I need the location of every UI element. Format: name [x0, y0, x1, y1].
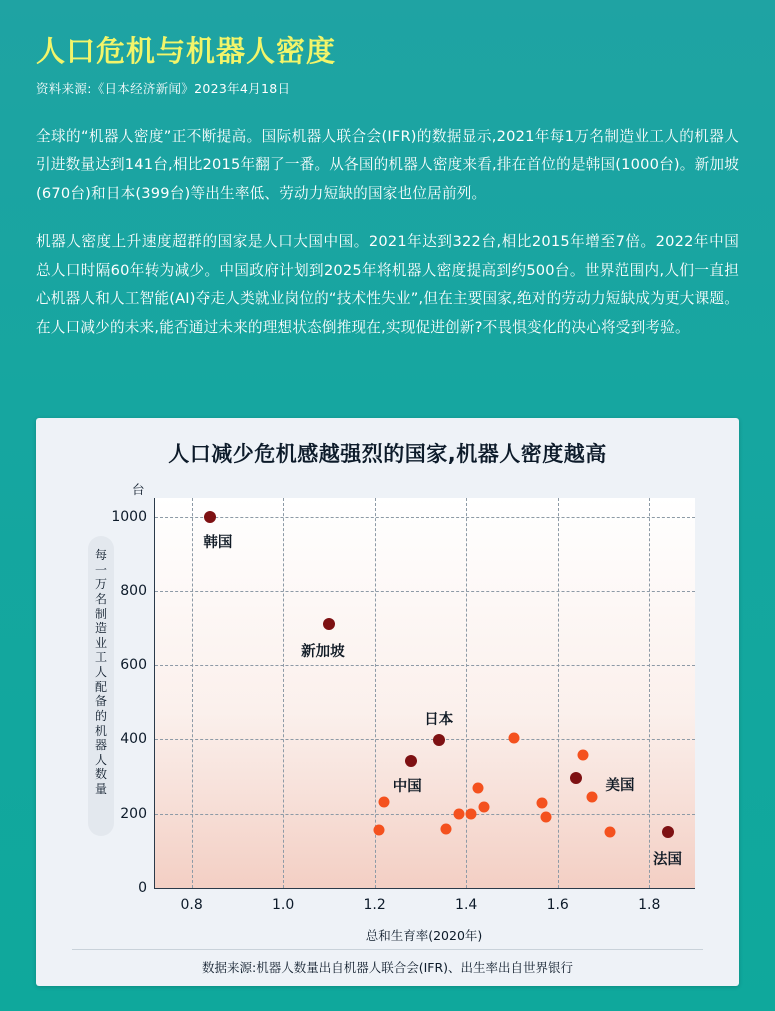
- data-point: [605, 827, 616, 838]
- y-axis-tick: 800: [120, 582, 147, 599]
- gridline-horizontal: [155, 591, 695, 592]
- data-point-label: 新加坡: [301, 644, 345, 661]
- y-axis-tick: 400: [120, 731, 147, 748]
- source-credit: 资料来源:《日本经济新闻》2023年4月18日: [36, 80, 291, 96]
- data-point: [454, 809, 465, 820]
- data-point-韩国: [204, 511, 216, 523]
- data-point-label: 法国: [653, 852, 683, 869]
- x-axis-tick: 1.0: [271, 897, 295, 913]
- data-point: [472, 783, 483, 794]
- y-axis-unit: 台: [132, 482, 145, 497]
- gridline-vertical: [192, 498, 193, 888]
- page-title: 人口危机与机器人密度: [36, 34, 337, 68]
- gridline-vertical: [283, 498, 284, 888]
- data-point-日本: [433, 734, 445, 746]
- data-point-label: 中国: [392, 779, 422, 796]
- x-axis-tick: 1.2: [363, 897, 386, 913]
- gridline-vertical: [558, 498, 559, 888]
- data-point: [577, 750, 588, 761]
- y-axis-tick: 0: [138, 880, 147, 896]
- y-axis-label: 每一万名制造业工人配备的机器人数量: [94, 548, 107, 796]
- gridline-horizontal: [155, 814, 695, 815]
- note-divider: [72, 949, 703, 950]
- chart-note: 数据来源:机器人数量出自机器人联合会(IFR)、出生率出自世界银行: [201, 960, 574, 975]
- data-point: [509, 733, 520, 744]
- data-point: [541, 812, 552, 823]
- data-point-中国: [405, 755, 417, 767]
- y-axis-tick: 200: [120, 805, 147, 822]
- gridline-horizontal: [155, 517, 695, 518]
- data-point: [465, 808, 476, 819]
- gridline-horizontal: [155, 739, 695, 740]
- data-point: [440, 823, 451, 834]
- data-point-label: 美国: [605, 778, 635, 795]
- scatter-plot-area: [111, 498, 695, 913]
- data-point-法国: [662, 826, 674, 838]
- y-axis-tick: 1000: [111, 508, 147, 525]
- data-point: [536, 797, 547, 808]
- data-point-label: 韩国: [203, 534, 233, 551]
- body-paragraph-2: 机器人密度上升速度超群的国家是人口大国中国。2021年达到322台,相比2015年增至7倍。2022年中国总人口时隔60年转为减少。中国政府计划到2025年将机器人密度提高到约500台。世界范围内,人们一直担心机器人和人工智能(AI)夺走人类就业岗位的“技术性失业”,但在主要国家,绝对的劳动力短缺成为更大课题。在人口减少的未来,能否通过未来的理想状态倒推现在,实现促进创新?不畏惧变化的决心将受到考验。: [36, 233, 739, 336]
- x-axis-label: 总和生育率(2020年): [365, 928, 483, 943]
- data-point: [378, 796, 389, 807]
- chart-title: 人口减少危机感越强烈的国家,机器人密度越高: [168, 442, 607, 466]
- data-point: [587, 792, 598, 803]
- gridline-vertical: [466, 498, 467, 888]
- data-point-美国: [570, 772, 582, 784]
- x-axis-tick: 0.8: [180, 897, 203, 913]
- x-axis-tick: 1.8: [638, 897, 661, 913]
- gridline-vertical: [649, 498, 650, 888]
- chart-card: [36, 418, 739, 986]
- x-axis-tick: 1.6: [546, 897, 569, 913]
- data-point: [374, 824, 385, 835]
- y-axis-tick: 600: [120, 657, 147, 674]
- data-point: [479, 802, 490, 813]
- x-axis-tick: 1.4: [455, 897, 478, 913]
- data-point-新加坡: [323, 618, 335, 630]
- data-point-label: 日本: [424, 711, 454, 728]
- gridline-horizontal: [155, 665, 695, 666]
- body-paragraph-1: 全球的“机器人密度”正不断提高。国际机器人联合会(IFR)的数据显示,2021年每1万名制造业工人的机器人引进数量达到141台,相比2015年翻了一番。从各国的机器人密度来看,排在首位的是韩国(1000台)。新加坡(670台)和日本(399台)等出生率低、劳动力短缺的国家也位居前列。: [36, 127, 739, 202]
